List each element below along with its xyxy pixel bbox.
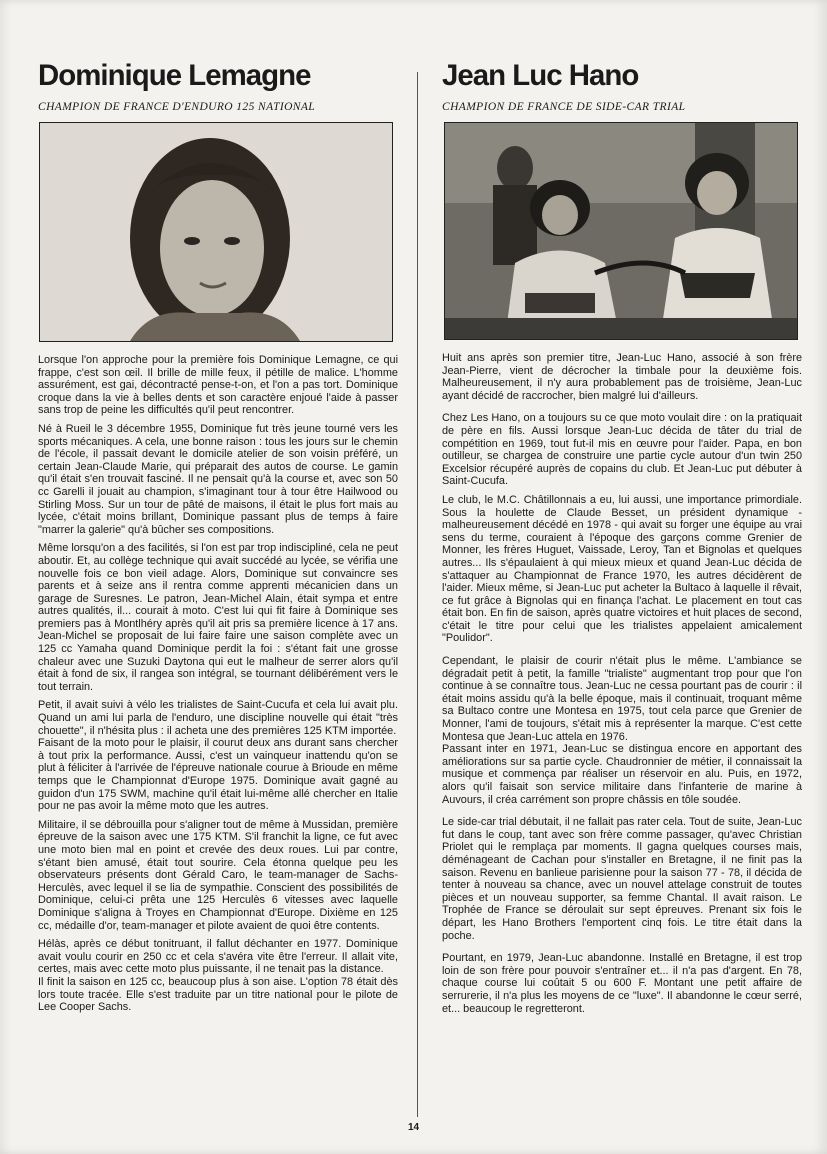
paragraph: Militaire, il se débrouilla pour s'aligner tout de même à Mussidan, première épreuve de la saison avec une 175 KTM. S'il franchit la ligne, ce fut avec une moto bien mal en point et crevée des deux roues. Lui par contre, s'étant bien amusé, était tout sourire. Cela étonna quelque peu les observateurs présents dont Gérald Caro, le team-manager de Sachs-Herculès, avec lequel il se lia de sympathie. Conscient des possibilités de Dominique, celui-ci prêta une 125 Herculès 6 vitesses avec laquelle Dominique s'aligna à Troyes en Championnat d'Europe. Dixième en 125 cc, médaille d'or, team-manager et pilote avaient de quoi être contents. [38,818,398,932]
paragraph: Pourtant, en 1979, Jean-Luc abandonne. Installé en Bretagne, il est trop loin de son frère pour pouvoir s'entraîner et... il n'a pas d'argent. En 78, chaque course lui coûtait 5 ou 600 F. Montant une petit affaire de serrurerie, il n'a plus les moyens de ce "luxe". Il abandonne le cœur serré, et... beaucoup le regretteront. [442,952,802,1015]
left-article [38,58,398,1020]
paragraph: Faisant de la moto pour le plaisir, il courut deux ans durant sans chercher à tout prix la performance. Aussi, c'est un vainqueur inattendu qu'on se plut à féliciter à l'arrivée de l'épreuve nationale courue à Brioude en même temps que le Championnat d'Europe 1975. Dominique avait gagné au guidon d'un 175 SWM, machine qu'il était lui-même allé chercher en Italie pour ne pas avoir la même moto que les autres. [38,737,398,813]
photo-jean-luc-hano-sidecar [444,122,798,340]
paragraph: Lorsque l'on approche pour la première fois Dominique Lemagne, ce qui frappe, c'est son œil. Il brille de mille feux, il pétille de malice. L'homme assurément, est gai, décontracté pense-t-on, et l'on a pas tort. Dominique croque dans la vie à belles dents et son caractère enjoué l'aide à passer sans trop de peine les difficultés qu'il peut rencontrer. [38,354,398,417]
paragraph: Le side-car trial débutait, il ne fallait pas rater cela. Tout de suite, Jean-Luc fut dans le coup, tant avec son frère comme passager, qu'avec Christian Priolet qui le remplaça par moments. Il gagna quelques courses mais, déménageant de Cachan pour s'installer en Bretagne, il ne finit pas la saison. Revenu en banlieue parisienne pour la saison 77 - 78, il décida de tenter à nouveau sa chance, avec un nouvel attelage construit de toutes pièces et un nouveau supporter, sa femme Chantal. Il avait raison. Le Trophée de France se déroulait sur sept épreuves. Prenant six fois le départ, les Hano Brothers l'emportent cinq fois. Le titre était dans la poche. [442,816,802,942]
paragraph: Petit, il avait suivi à vélo les trialistes de Saint-Cucufa et cela lui avait plu. Quand un ami lui parla de l'enduro, une discipline nouvelle qui était "très chouette", il n'hésita plus : il acheta une des premières 125 KTM importée. [38,699,398,737]
left-article-subtitle: CHAMPION DE FRANCE D'ENDURO 125 NATIONAL [38,101,316,113]
paragraph: Chez Les Hano, on a toujours su ce que moto voulait dire : on la pratiquait de père en fils. Aussi lorsque Jean-Luc décida de tâter du trial de compétition en 1969, tout fut-il mis en œuvre pour l'aider. Papa, en bon outilleur, se chargea de construire une partie cycle autour d'un twin 250 Excelsior récupéré auprès de copains du club. Et Jean-Luc put débuter à Saint-Cucufa. [442,412,802,488]
right-article-subtitle: CHAMPION DE FRANCE DE SIDE-CAR TRIAL [442,101,686,113]
portrait-photo-illustration [40,123,392,341]
sidecar-photo-illustration [445,123,797,339]
left-article-title: Dominique Lemagne [38,59,311,92]
paragraph: Il finit la saison en 125 cc, beaucoup plus à son aise. L'option 78 était dès lors toute tracée. Elle s'est traduite par un titre national pour le pilote de Lee Cooper Sachs. [38,975,398,1014]
paragraph: Le club, le M.C. Châtillonnais a eu, lui aussi, une importance primordiale. Sous la houlette de Claude Besset, un président dynamique - malheureusement décédé en 1978 - qui avait su forger une équipe au vrai sens du terme, couraient à l'époque des garçons comme Grenier de Monner, les frères Huguet, Vaissade, Leroy, Tan et Bignolas et quelques autres... Ils s'épaulaient à qui mieux mieux et quand Jean-Luc décida de s'attaquer au Championnat de France 1970, les autres décidèrent de l'aider. Mieux même, si Jean-Luc put acheter la Bultaco à laquelle il rêvait, ce fut grâce à Bignolas qui en finança l'achat. Le placement en tout cas était bon. En fin de saison, après quatre victoires et huit places de second, c'était le titre pour celui que les trialistes appelaient amicalement "Poulidor". [442,493,802,645]
right-article [442,58,802,1021]
portrait-photo-dominique-lemagne [39,122,393,342]
right-article-title: Jean Luc Hano [442,59,639,92]
paragraph: Passant inter en 1971, Jean-Luc se distingua encore en apportant des améliorations sur sa partie cycle. Chaudronnier de métier, il connaissait la musique et commença par réaliser un réservoir en alu. Puis, en 1972, alors qu'il faisait son service militaire dans l'infanterie de marine à Auvours, il créa carrément son propre châssis en tôle soudée. [442,743,802,806]
right-article-body [442,352,802,1015]
column-divider [417,72,418,1117]
paragraph: Même lorsqu'on a des facilités, si l'on est par trop indiscipliné, cela ne peut aboutir. Et, au collège technique qui avait succédé au lycée, se vérifia une nouvelle fois ce bon vieil adage. Alors, Dominique sut convaincre ses parents et à seize ans il rentra comme apprenti mécanicien dans un garage de Suresnes. Le patron, Jean-Michel Alain, était sympa et entre autres qualités, il... courait à moto. C'est lui qui fit faire à Dominique ses premiers pas à Montlhéry après qu'il ait pris sa première licence à 17 ans. Jean-Michel se proposait de lui faire faire une saison complète avec un 125 cc Yamaha quand Dominique perdit la foi : s'étant fait une grosse chaleur avec une Suzuki Daytona qui eut le malheur de serrer alors qu'il était à fond de six, il rangea son intégral, se tournant délibérément vers le tout terrain. [38,542,398,693]
page-number: 14 [407,1122,420,1133]
paragraph: Hélàs, après ce début tonitruant, il fallut déchanter en 1977. Dominique avait voulu courir en 250 cc et cela s'avéra vite être l'erreur. Il allait vite, certes, mais avec cette moto plus puissante, il ne tenait pas la distance. [38,938,398,976]
left-article-body [38,354,398,1014]
paragraph: Huit ans après son premier titre, Jean-Luc Hano, associé à son frère Jean-Pierre, vient de décrocher la timbale pour la deuxième fois. Malheureusement, il n'y aura probablement pas de troisième, Jean-Luc ayant décidé de raccrocher, bien malgré lui d'ailleurs. [442,352,802,402]
paragraph: Né à Rueil le 3 décembre 1955, Dominique fut très jeune tourné vers les sports mécaniques. A cela, une bonne raison : tous les jours sur le chemin de l'école, il passait devant le domicile atelier de son voisin préféré, un certain Jean-Claude Marie, qui préparait des autos de course. Le gamin qu'il était s'en trouvait fasciné. Il ne pensait qu'à la course et, avec son 50 cc Garelli il jouait au champion, s'imaginant tour à tour être Hailwood ou Stirling Moss. Sur un tour de pâté de maisons, il était le plus fort mais au lycée, c'était moins brillant, Dominique passant plus de temps à faire "marrer la galerie" qu'à bûcher ses compositions. [38,422,398,536]
paragraph: Cependant, le plaisir de courir n'était plus le même. L'ambiance se dégradait petit à petit, la famille "trialiste" augmentant trop pour que l'on continue à se connaître tous. Jean-Luc ne cessa pourtant pas de courir : il était moins assidu qu'à la belle époque, mais il continuait, troquant même sa Bultaco contre une Montesa en 1975, tout cela parce que Grenier de Monner, l'ami de toujours, s'était mis à représenter la marque. C'est cette Montesa que Jean-Luc attela en 1976. [442,655,802,743]
